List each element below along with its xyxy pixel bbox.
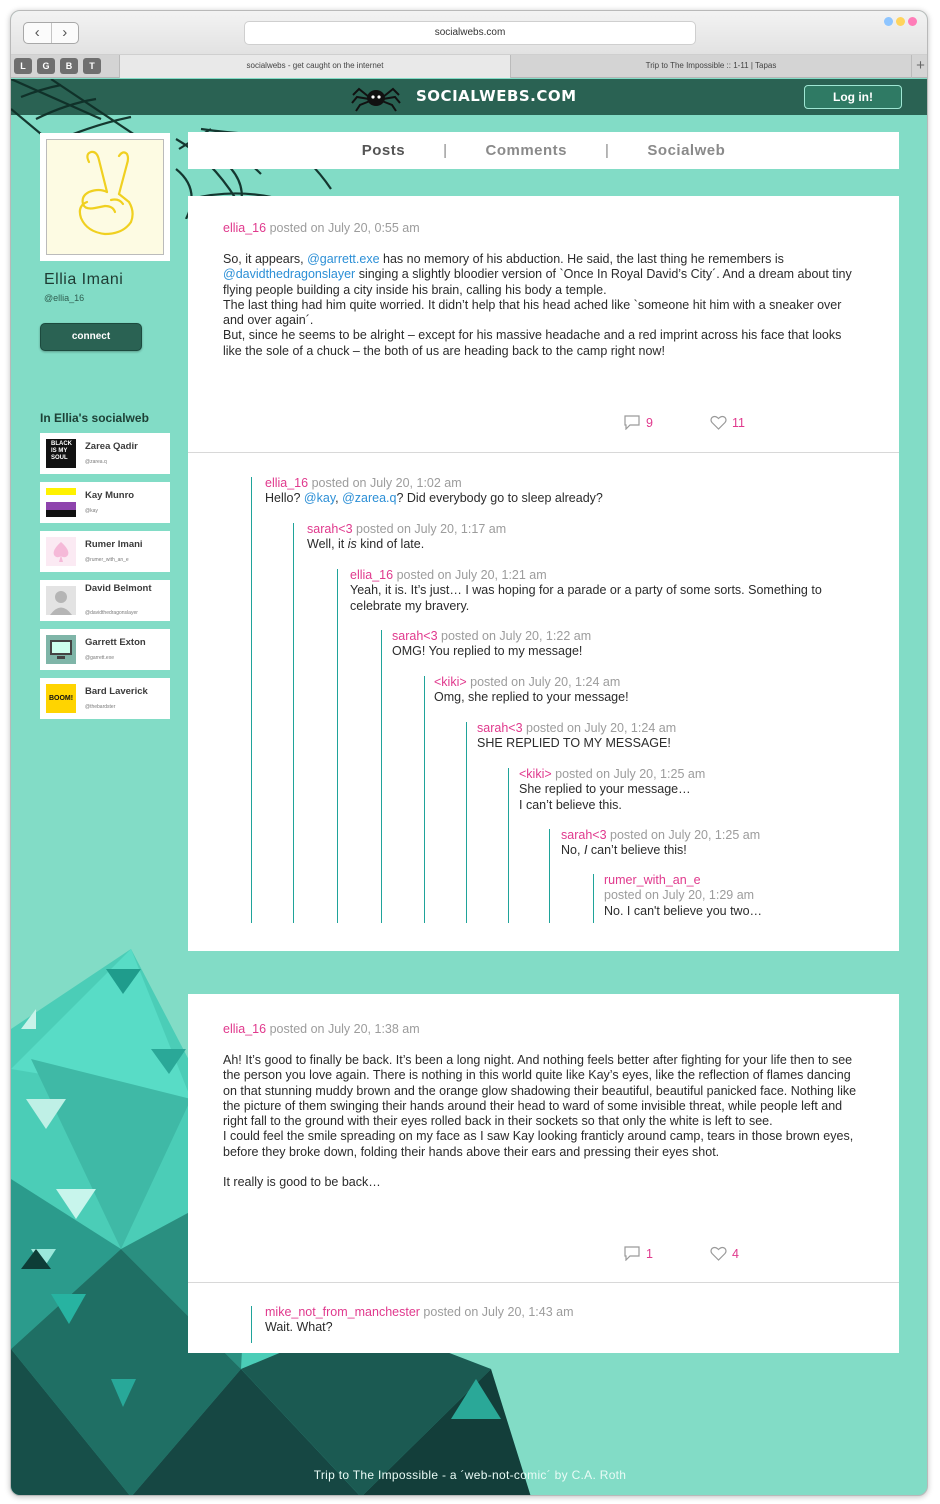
reply-timestamp: posted on July 20, 1:21 am [393, 568, 547, 582]
shortcut-l[interactable]: L [14, 58, 32, 74]
thread-line [251, 1306, 252, 1343]
emphasis: is [347, 537, 357, 552]
avatar [46, 537, 76, 566]
text: Well, it [307, 537, 348, 552]
default-user-icon [46, 586, 76, 615]
comment-count[interactable] [623, 1246, 653, 1261]
text: Hello? [265, 491, 304, 506]
reply-text [561, 843, 760, 858]
paragraph: I could feel the smile spreading on my face as I saw Kay looking franticly around camp, tears in those brown eyes, before they broke down, folding their hands above their ears and pressing their eyes shot. [223, 1129, 854, 1159]
member-name: Garrett Exton [85, 637, 146, 648]
tab-separator: | [443, 142, 448, 159]
thread-line [251, 477, 252, 923]
site-logo[interactable]: SOCIALWEBS.COM [416, 87, 577, 105]
text: can’t believe this! [587, 843, 687, 858]
socialweb-member[interactable] [40, 580, 170, 621]
paragraph: The last thing had him quite worried. It didn’t help that his head ached like `someone hit him with a sneaker over and over again´. [223, 297, 842, 328]
socialweb-member[interactable] [40, 629, 170, 670]
thread-line [593, 874, 594, 923]
peace-sign-hand-icon [47, 140, 163, 254]
socialweb-member[interactable] [40, 482, 170, 523]
post-author[interactable]: ellia_16 [223, 1022, 267, 1036]
reply-author[interactable]: rumer_with_an_e [604, 873, 701, 887]
thread-line [466, 722, 467, 923]
reply-timestamp: posted on July 20, 1:25 am [606, 828, 761, 842]
comment-count[interactable] [623, 415, 653, 430]
member-handle: @garrett.exe [85, 655, 114, 661]
window-dot-pink[interactable] [908, 17, 917, 26]
avatar [46, 488, 76, 517]
like-count-value: 4 [732, 1246, 739, 1261]
reply-meta [265, 1305, 574, 1320]
post-body [223, 1053, 863, 1190]
avatar-frame [46, 139, 164, 255]
paragraph: Ah! It’s good to finally be back. It’s been a long night. And nothing feels better after fighting for your life then to see the person you love again. There is nothing in this world quite like Kay’s eyes, like the reflection of flames dancing on that stunning muddy brown and the orange glow shadowing their beautiful, beautiful panicked face. Nothing like the picture of them swinging their hands around their head to ward of some invisible threat, while people left and right fall to the ground with their eyes rolled back in their sockets so that only the white is left to see. [223, 1053, 857, 1129]
reply-author[interactable]: <kiki> [519, 767, 552, 781]
back-button[interactable]: ‹ [34, 24, 40, 41]
computer-icon [46, 635, 76, 664]
like-count-value: 11 [732, 415, 745, 430]
reply-text [265, 491, 603, 506]
reply-author[interactable]: sarah<3 [561, 828, 607, 842]
member-handle: @davidthedragonslayer [85, 610, 138, 616]
browser-toolbar [11, 11, 928, 55]
avatar [46, 586, 76, 615]
reply-author[interactable]: mike_not_from_manchester [265, 1305, 420, 1319]
like-count[interactable] [710, 415, 745, 430]
window-dot-blue[interactable] [884, 17, 893, 26]
paragraph: It really is good to be back… [223, 1175, 381, 1190]
thread-line [549, 829, 550, 923]
reply-text: OMG! You replied to my message! [392, 644, 583, 659]
post-body [223, 252, 863, 359]
member-handle: @zarea.q [85, 459, 107, 465]
spade-icon [46, 537, 76, 566]
text: singing a slightly bloodier version of `Once In Royal David’s City´. And a dream about tiny flying people building a city inside his brain, calling his body a temple. [223, 267, 852, 297]
window-dot-yellow[interactable] [896, 17, 905, 26]
divider [188, 1282, 899, 1283]
reply-meta [265, 476, 603, 491]
thread-line [508, 768, 509, 923]
member-name: Kay Munro [85, 490, 135, 501]
socialweb-member[interactable] [40, 678, 170, 719]
reply-meta [392, 629, 591, 644]
socialweb-member[interactable] [40, 531, 170, 572]
content-tabs [188, 132, 899, 169]
reply-author[interactable]: ellia_16 [265, 476, 309, 490]
reply-text: Wait. What? [265, 1320, 333, 1335]
post-meta [223, 221, 420, 235]
mention-link[interactable]: @zarea.q [342, 491, 397, 506]
avatar [46, 635, 76, 664]
emphasis: I [583, 843, 588, 858]
connect-button[interactable]: connect [40, 323, 142, 351]
tab-comments[interactable]: Comments [485, 142, 567, 159]
member-handle: @rumer_with_an_e [85, 557, 129, 563]
nav-buttons [23, 22, 79, 44]
forward-button[interactable]: › [51, 23, 79, 43]
reply [604, 873, 762, 919]
reply [265, 1305, 574, 1336]
text: So, it appears, [223, 252, 308, 266]
reply-timestamp: posted on July 20, 1:25 am [551, 767, 706, 781]
reply-author[interactable]: <kiki> [434, 675, 467, 689]
reply-author[interactable]: sarah<3 [392, 629, 438, 643]
member-handle: @kay [85, 508, 98, 514]
reply-timestamp: posted on July 20, 1:24 am [522, 721, 677, 735]
avatar: BOOM! [46, 684, 76, 713]
reply-author[interactable]: sarah<3 [307, 522, 353, 536]
heart-icon [710, 415, 727, 430]
browser-window [10, 10, 928, 1496]
avatar: BLACK IS MY SOUL [46, 439, 76, 468]
divider [188, 452, 899, 453]
comment-count-value: 1 [646, 1246, 653, 1261]
tab-socialwebs[interactable]: socialwebs - get caught on the internet [119, 55, 511, 78]
reply-text: SHE REPLIED TO MY MESSAGE! [477, 736, 671, 751]
text: kind of late. [356, 537, 425, 552]
reply-meta [350, 568, 870, 583]
reply-meta [307, 522, 506, 537]
mention-link[interactable]: @kay [303, 491, 336, 506]
comment-icon [623, 1246, 641, 1261]
member-name: Zarea Qadir [85, 441, 138, 452]
text: ? Did everybody go to sleep already? [396, 491, 603, 506]
reply [519, 767, 705, 813]
post-card [188, 196, 899, 951]
reply-timestamp: posted on July 20, 1:24 am [466, 675, 621, 689]
tab-socialweb[interactable]: Socialweb [647, 142, 726, 159]
address-bar[interactable]: socialwebs.com [244, 21, 696, 45]
reply-timestamp: posted on July 20, 1:29 am [604, 888, 755, 903]
reply-timestamp: posted on July 20, 1:22 am [437, 629, 592, 643]
like-count[interactable] [710, 1246, 739, 1261]
reply-timestamp: posted on July 20, 1:17 am [352, 522, 507, 536]
reply [265, 476, 603, 507]
shortcut-t[interactable]: T [83, 58, 101, 74]
reply-meta [561, 828, 760, 843]
reply-text: She replied to your message… [519, 782, 691, 797]
comment-icon [623, 415, 641, 430]
profile-handle: @ellia_16 [44, 293, 85, 303]
mention-link[interactable]: @davidthedragonslayer [223, 267, 356, 282]
heart-icon [710, 1246, 727, 1261]
tab-tapas[interactable]: Trip to The Impossible :: 1-11 | Tapas [645, 61, 777, 70]
thread-line [293, 523, 294, 923]
thread-line [424, 676, 425, 923]
reply-text [307, 537, 506, 552]
reply-meta [519, 767, 705, 782]
paragraph: But, since he seems to be alright – except for his massive headache and a red imprint across his face that looks like the sole of a chuck – the both of us are heading back to the camp right now! [223, 328, 842, 358]
post-author[interactable]: ellia_16 [223, 221, 267, 235]
reply-text: No. I can't believe you two… [604, 903, 763, 918]
post-timestamp: posted on July 20, 1:38 am [266, 1022, 420, 1036]
reply [477, 721, 676, 752]
reply [307, 522, 506, 553]
post-meta [223, 1022, 420, 1036]
reply-timestamp: posted on July 20, 1:43 am [419, 1305, 574, 1319]
tab-separator: | [605, 142, 610, 159]
comment-count-value: 9 [646, 415, 653, 430]
reply-text: Omg, she replied to your message! [434, 690, 629, 705]
text: has no memory of his abduction. He said, the last thing he remembers is [379, 252, 784, 266]
reply-timestamp: posted on July 20, 1:02 am [308, 476, 462, 490]
reply-author[interactable]: ellia_16 [350, 568, 394, 582]
reply-author[interactable]: sarah<3 [477, 721, 523, 735]
socialweb-member[interactable] [40, 433, 170, 474]
member-handle: @thebardster [85, 704, 116, 710]
shortcut-g[interactable]: G [37, 58, 55, 74]
reply-meta [434, 675, 629, 690]
reply-text: I can’t believe this. [519, 797, 622, 812]
footer-credit: Trip to The Impossible - a ´web-not-comic´ by C.A. Roth [313, 1468, 627, 1482]
reply-meta [477, 721, 676, 736]
text: No, [561, 843, 584, 858]
shortcut-b[interactable]: B [60, 58, 78, 74]
member-name: David Belmont [85, 583, 152, 594]
reply-text: Yeah, it is. It’s just… I was hoping for a parade or a party of some sorts. Something to celebrate my bravery. [350, 583, 822, 613]
login-button[interactable]: Log in! [804, 85, 902, 109]
reply [392, 629, 591, 660]
thread-line [337, 569, 338, 923]
tab-posts[interactable]: Posts [361, 142, 406, 159]
bookmark-shortcuts [14, 58, 101, 74]
mention-link[interactable]: @garrett.exe [307, 252, 380, 266]
post-timestamp: posted on July 20, 0:55 am [266, 221, 420, 235]
reply [350, 568, 870, 614]
window-controls [884, 17, 917, 26]
post-card [188, 994, 899, 1353]
tab-bar [11, 55, 928, 78]
profile-avatar [40, 133, 170, 261]
thread-line [381, 630, 382, 923]
member-name: Bard Laverick [85, 686, 148, 697]
text: , [335, 491, 343, 506]
new-tab-button[interactable]: + [911, 55, 928, 78]
member-name: Rumer Imani [85, 539, 143, 550]
profile-name: Ellia Imani [44, 271, 124, 288]
reply [561, 828, 760, 859]
reply [434, 675, 629, 706]
socialweb-title: In Ellia's socialweb [40, 411, 149, 425]
